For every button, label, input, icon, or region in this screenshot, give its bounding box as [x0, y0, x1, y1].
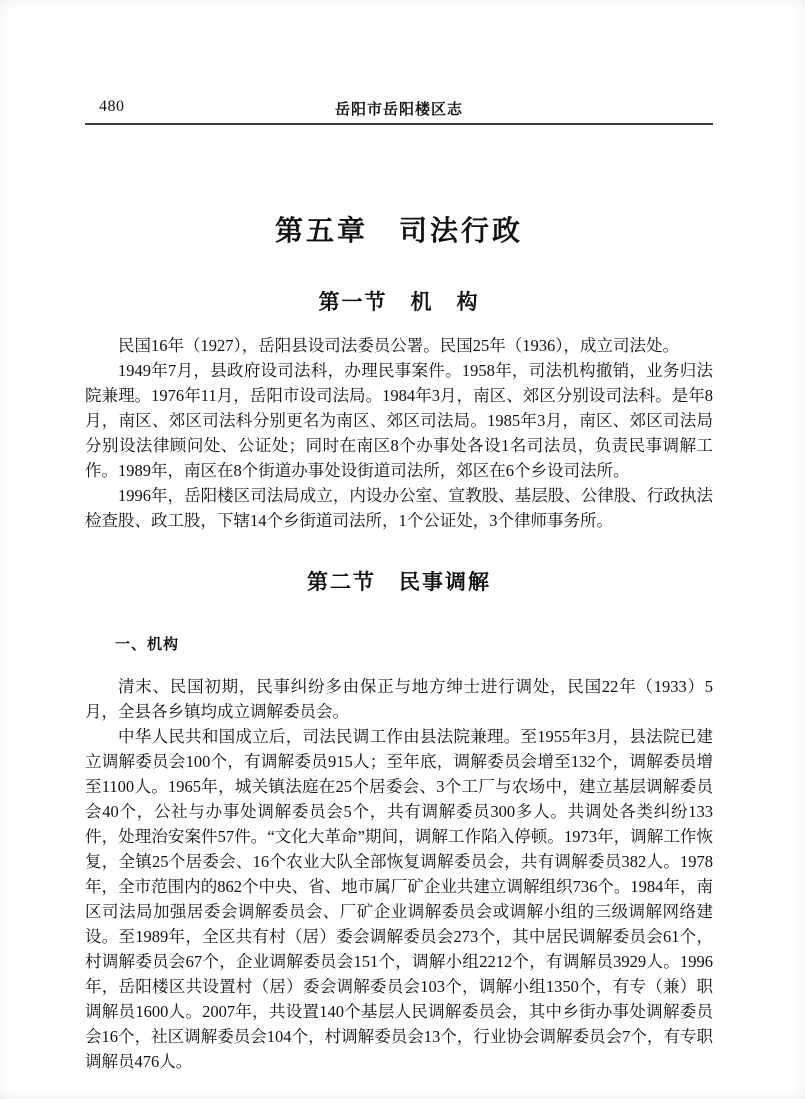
section-1-paragraph-3: 1996年，岳阳楼区司法局成立，内设办公室、宣教股、基层股、公律股、行政执法检查股、政工股，下辖14个乡街道司法所，1个公证处，3个律师事务所。 — [85, 486, 713, 530]
section-1-paragraph-2: 1949年7月，县政府设司法科，办理民事案件。1958年，司法机构撤销，业务归法院兼理。1976年11月，岳阳市设司法局。1984年3月，南区、郊区分别设司法科。是年8月，南区、郊区司法科分别更名为南区、郊区司法局。1985年3月，南区、郊区司法局分别设法律顾问处、公证处；同时在南区8个办事处各设1名司法员，负责民事调解工作。1989年，南区在8个街道办事处设街道司法所，郊区在6个乡设司法所。 — [85, 361, 713, 480]
section-1-paragraph-1: 民国16年（1927），岳阳县设司法委员公署。民国25年（1936），成立司法处。 — [118, 336, 679, 355]
section-1-title: 第一节 机 构 — [318, 291, 480, 314]
chapter-title: 第五章 司法行政 — [274, 215, 523, 246]
running-header — [85, 0, 713, 125]
running-header-title: 岳阳市岳阳楼区志 — [334, 101, 463, 118]
section-1-body — [85, 333, 713, 533]
section-2-body — [85, 674, 713, 1074]
section-2-paragraph-1: 清末、民国初期，民事纠纷多由保正与地方绅士进行调处，民国22年（1933）5月，全县各乡镇均成立调解委员会。 — [85, 677, 713, 721]
section-2-paragraph-2: 中华人民共和国成立后，司法民调工作由县法院兼理。至1955年3月，县法院已建立调解委员会100个，有调解委员915人；至年底，调解委员会增至132个，调解委员增至1100人。1965年，城关镇法庭在25个居委会、3个工厂与农场中，建立基层调解委员会40个，公社与办事处调解委员会5个，共有调解委员300多人。共调处各类纠纷133件，处理治安案件57件。“文化大革命”期间，调解工作陷入停顿。1973年，调解工作恢复，全镇25个居委会、16个农业大队全部恢复调解委员会，共有调解委员382人。1978年，全市范围内的862个中央、省、地市属厂矿企业共建立调解组织736个。1984年，南区司法局加强居委会调解委员会、厂矿企业调解委员会或调解小组的三级调解网络建设。至1989年，全区共有村（居）委会调解委员会273个，其中居民调解委员会61个，村调解委员会67个，企业调解委员会151个，调解小组2212个，有调解员3929人。1996年，岳阳楼区共设置村（居）委会调解委员会103个，调解小组1350个，有专（兼）职调解员1600人。2007年，共设置140个基层人民调解委员会，其中乡街办事处调解委员会16个，社区调解委员会104个，村调解委员会13个，行业协会调解委员会7个，有专职调解员476人。 — [85, 727, 713, 1071]
page-content — [85, 0, 713, 1074]
page-number: 480 — [99, 98, 125, 115]
section-2-subheading: 一、机构 — [115, 636, 180, 653]
section-2-title: 第二节 民事调解 — [307, 571, 491, 594]
